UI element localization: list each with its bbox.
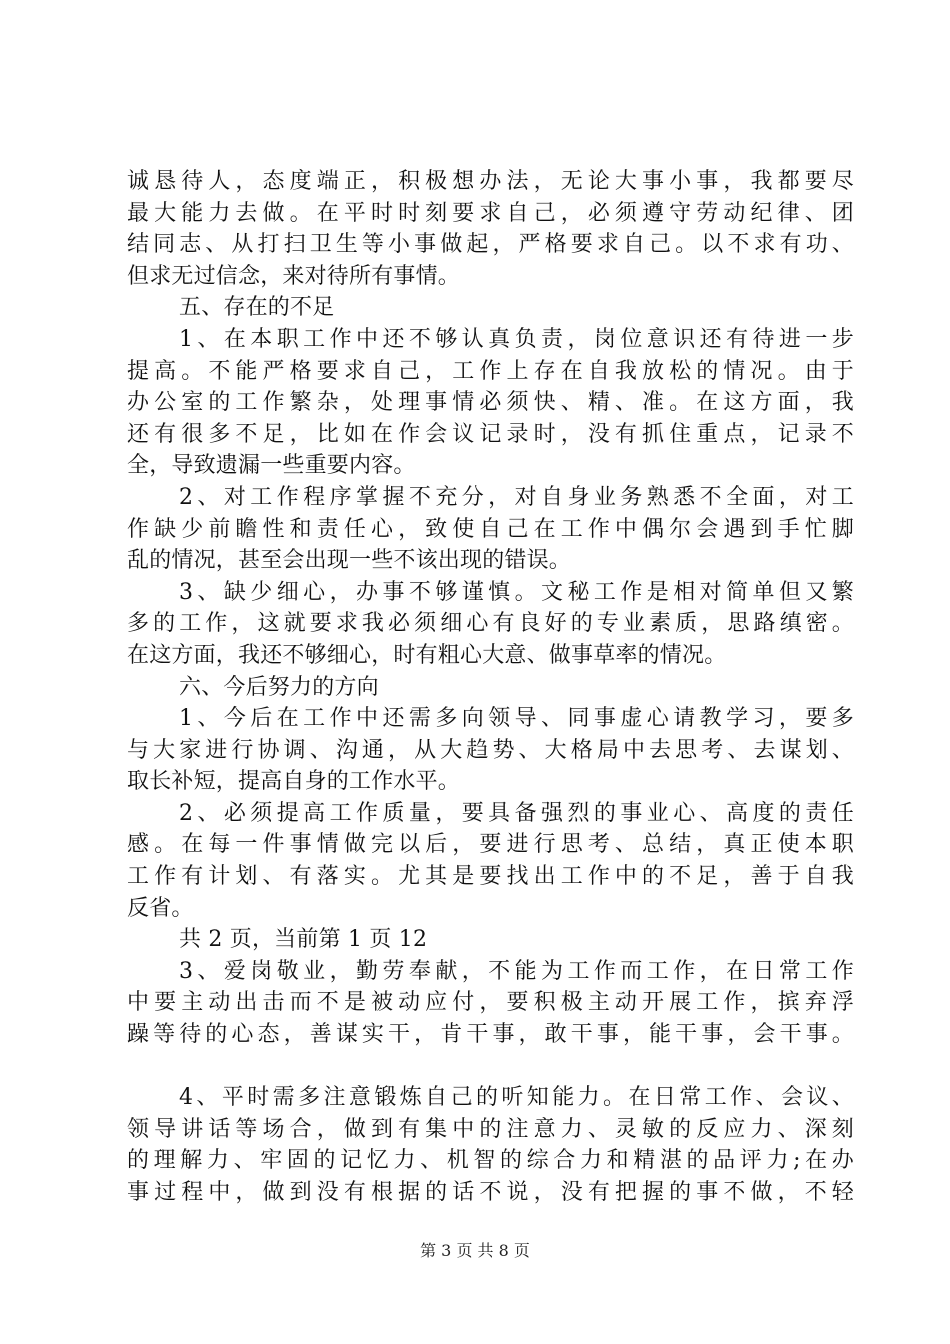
text-line: 办公室的工作繁杂，处理事情必须快、精、准。在这方面，我 [127,390,854,416]
text-line: 五、存在的不足 [179,295,335,321]
text-line: 3、缺少细心，办事不够谨慎。文秘工作是相对简单但又繁 [179,579,854,605]
text-line: 的理解力、牢固的记忆力、机智的综合力和精湛的品评力;在办 [127,1148,854,1174]
text-line: 但求无过信念，来对待所有事情。 [127,263,461,289]
text-line: 工作有计划、有落实。尤其是要找出工作中的不足，善于自我 [127,864,854,890]
text-line: 乱的情况，甚至会出现一些不该出现的错误。 [127,548,572,574]
text-line: 全，导致遗漏一些重要内容。 [127,453,416,479]
text-line: 共 2 页，当前第 1 页 12 [179,927,428,953]
text-line: 2、对工作程序掌握不充分，对自身业务熟悉不全面，对工 [179,484,854,510]
text-line: 诚恳待人，态度端正，积极想办法，无论大事小事，我都要尽 [127,169,854,194]
text-line: 领导讲话等场合，做到有集中的注意力、灵敏的反应力、深刻 [127,1116,854,1142]
text-line: 1、在本职工作中还不够认真负责，岗位意识还有待进一步 [179,326,854,352]
document-body [127,166,854,1209]
text-line: 与大家进行协调、沟通，从大趋势、大格局中去思考、去谋划、 [127,737,854,763]
text-line: 1、今后在工作中还需多向领导、同事虚心请教学习，要多 [179,706,854,732]
text-line: 中要主动出击而不是被动应付，要积极主动开展工作，摈弃浮 [127,990,854,1016]
text-line: 3、爱岗敬业，勤劳奉献，不能为工作而工作，在日常工作 [179,958,854,984]
text-line: 多的工作，这就要求我必须细心有良好的专业素质，思路缜密。 [127,611,854,637]
blank-line [127,1051,854,1083]
text-line: 4、平时需多注意锻炼自己的听知能力。在日常工作、会议、 [179,1085,854,1111]
page-footer: 第 3 页 共 8 页 [420,1241,530,1260]
text-line: 还有很多不足，比如在作会议记录时，没有抓住重点，记录不 [127,421,854,447]
text-line: 六、今后努力的方向 [179,674,379,700]
text-line: 提高。不能严格要求自己，工作上存在自我放松的情况。由于 [127,358,854,384]
text-line: 2、必须提高工作质量，要具备强烈的事业心、高度的责任 [179,800,854,826]
text-line: 事过程中，做到没有根据的话不说，没有把握的事不做，不轻 [127,1180,854,1205]
text-line: 躁等待的心态，善谋实干，肯干事，敢干事，能干事，会干事。 [127,1022,854,1048]
text-line: 作缺少前瞻性和责任心，致使自己在工作中偶尔会遇到手忙脚 [127,516,854,542]
text-line: 在这方面，我还不够细心，时有粗心大意、做事草率的情况。 [127,642,727,668]
text-line: 反省。 [127,895,194,921]
text-line: 最大能力去做。在平时时刻要求自己，必须遵守劳动纪律、团 [127,200,854,226]
text-line: 感。在每一件事情做完以后，要进行思考、总结，真正使本职 [127,832,854,858]
text-line: 取长补短，提高自身的工作水平。 [127,769,461,795]
text-line: 结同志、从打扫卫生等小事做起，严格要求自己。以不求有功、 [127,232,854,258]
